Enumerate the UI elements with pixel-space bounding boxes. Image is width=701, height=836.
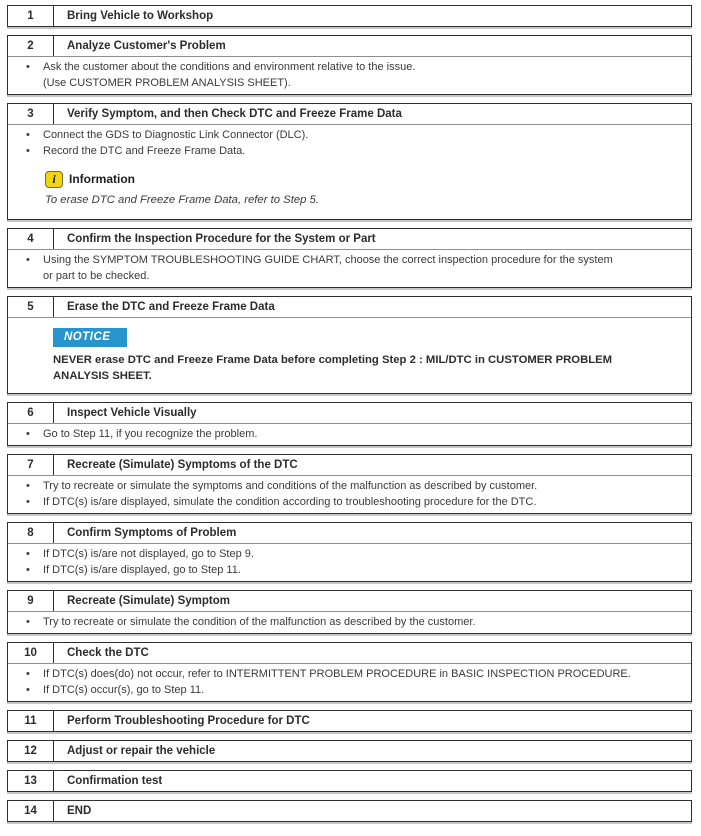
step-title: END [67,805,92,817]
step-content [8,543,691,581]
step-title: Recreate (Simulate) Symptoms of the DTC [67,459,298,471]
step-title: Bring Vehicle to Workshop [67,10,214,22]
step-box [7,522,692,582]
bullet-text-line: or part to be checked. [43,270,150,282]
step-content [8,249,691,287]
bullet-item [8,562,687,578]
bullet-text-line: If DTC(s) does(do) not occur, refer to INTERMITTENT PROBLEM PROCEDURE in BASIC INSPECTION PROCEDURE. [43,668,631,680]
bullet-item [8,614,687,630]
step-header-row [8,229,691,249]
step-header-row [8,455,691,475]
bullet-item [8,666,687,682]
step-title: Perform Troubleshooting Procedure for DTC [67,715,310,727]
bullet-text [43,494,687,510]
step-box [7,402,692,446]
step-title: Erase the DTC and Freeze Frame Data [67,301,275,313]
bullet-icon: • [26,254,30,266]
bullet-text-line: Using the SYMPTOM TROUBLESHOOTING GUIDE CHART, choose the correct inspection procedure for the system [43,254,613,266]
step-header-row [8,297,691,317]
step-header-row [8,104,691,124]
step-box [7,740,692,762]
step-number: 1 [8,6,54,26]
bullet-item [8,682,687,698]
bullet-text-line: If DTC(s) is/are displayed, simulate the condition according to troubleshooting procedure for the DTC. [43,496,537,508]
step-number: 2 [8,36,54,56]
bullet-text-line: Try to recreate or simulate the symptoms and conditions of the malfunction as described by customer. [43,480,538,492]
step-title: Adjust or repair the vehicle [67,745,216,757]
bullet-item [8,143,687,159]
step-box [7,454,692,514]
step-header-row [8,36,691,56]
bullet-text [43,143,687,159]
bullet-icon: • [26,129,30,141]
step-header-row [8,801,691,821]
step-content [8,663,691,701]
bullet-icon: • [26,668,30,680]
step-header-row [8,643,691,663]
bullet-text [43,478,687,494]
notice-block [8,320,687,390]
bullet-text [43,426,687,442]
bullet-text [43,546,687,562]
bullet-text-line: If DTC(s) is/are displayed, go to Step 11. [43,564,241,576]
step-box [7,35,692,95]
step-box [7,642,692,702]
step-number: 11 [8,711,54,731]
step-box [7,800,692,822]
bullet-item [8,127,687,143]
bullet-text-line: Connect the GDS to Diagnostic Link Connector (DLC). [43,129,309,141]
step-number: 8 [8,523,54,543]
step-number: 14 [8,801,54,821]
bullet-text [43,562,687,578]
notice-text-line: ANALYSIS SHEET. [53,370,152,382]
step-header-row [8,523,691,543]
bullet-text-line: If DTC(s) occur(s), go to Step 11. [43,684,205,696]
bullet-icon: • [26,61,30,73]
bullet-text [43,252,687,284]
step-number: 3 [8,104,54,124]
step-header-row [8,403,691,423]
bullet-text-line: (Use CUSTOMER PROBLEM ANALYSIS SHEET). [43,77,291,89]
step-number: 13 [8,771,54,791]
step-number: 6 [8,403,54,423]
bullet-icon: • [26,548,30,560]
step-title: Inspect Vehicle Visually [67,407,197,419]
step-box [7,103,692,220]
step-number: 4 [8,229,54,249]
notice-badge: NOTICE [53,328,127,347]
information-icon: i [45,171,63,188]
step-box [7,590,692,634]
bullet-item [8,478,687,494]
notice-text [53,352,681,384]
bullet-icon: • [26,145,30,157]
bullet-item [8,59,687,91]
step-box [7,296,692,394]
step-box [7,5,692,27]
step-title: Verify Symptom, and then Check DTC and Freeze Frame Data [67,108,402,120]
bullet-text [43,666,687,682]
bullet-text-line: Try to recreate or simulate the condition of the malfunction as described by the customer. [43,616,476,628]
bullet-icon: • [26,496,30,508]
step-number: 9 [8,591,54,611]
step-header-row [8,741,691,761]
bullet-text [43,682,687,698]
notice-text-line: NEVER erase DTC and Freeze Frame Data before completing Step 2 : MIL/DTC in CUSTOMER PROBLEM [53,354,613,366]
step-number: 7 [8,455,54,475]
bullet-text-line: Record the DTC and Freeze Frame Data. [43,145,246,157]
step-title: Confirmation test [67,775,163,787]
bullet-icon: • [26,564,30,576]
step-number: 12 [8,741,54,761]
step-content [8,423,691,445]
bullet-text [43,59,687,91]
step-content [8,124,691,219]
step-header-row [8,6,691,26]
step-title: Analyze Customer's Problem [67,40,226,52]
information-note: To erase DTC and Freeze Frame Data, refer to Step 5. [45,194,319,206]
step-number: 5 [8,297,54,317]
step-title: Recreate (Simulate) Symptom [67,595,230,607]
bullet-text-line: Go to Step 11, if you recognize the problem. [43,428,258,440]
information-label: Information [69,172,135,186]
step-box [7,228,692,288]
bullet-icon: • [26,428,30,440]
bullet-icon: • [26,616,30,628]
information-heading [45,171,687,188]
step-box [7,770,692,792]
bullet-item [8,426,687,442]
bullet-item [8,494,687,510]
step-header-row [8,771,691,791]
step-content [8,611,691,633]
step-box [7,710,692,732]
bullet-item [8,252,687,284]
step-content [8,475,691,513]
bullet-item [8,546,687,562]
step-title: Check the DTC [67,647,149,659]
bullet-text [43,127,687,143]
step-number: 10 [8,643,54,663]
bullet-icon: • [26,684,30,696]
step-title: Confirm the Inspection Procedure for the System or Part [67,233,376,245]
bullet-text-line: Ask the customer about the conditions and environment relative to the issue. [43,61,416,73]
bullet-text-line: If DTC(s) is/are not displayed, go to Step 9. [43,548,254,560]
step-content [8,317,691,393]
step-header-row [8,711,691,731]
step-title: Confirm Symptoms of Problem [67,527,237,539]
bullet-icon: • [26,480,30,492]
bullet-text [43,614,687,630]
step-header-row [8,591,691,611]
step-content [8,56,691,94]
